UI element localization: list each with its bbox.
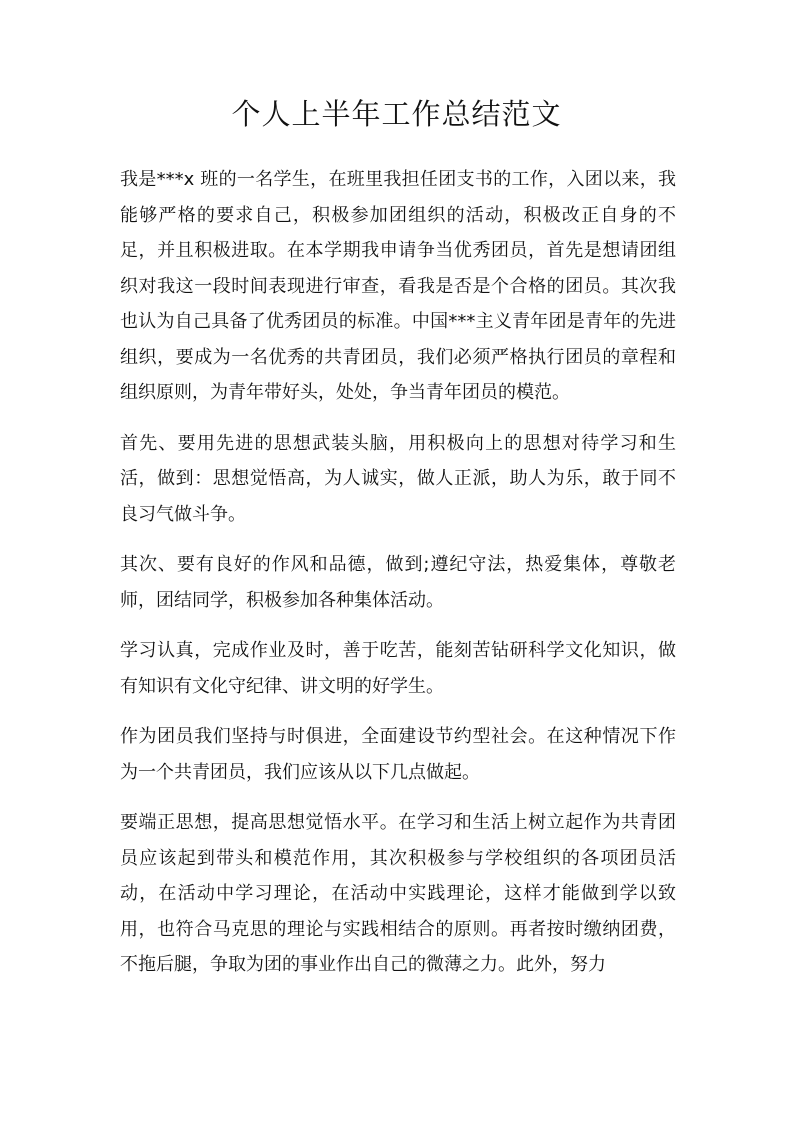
document-body <box>120 162 676 998</box>
paragraph-second-point: 其次、要有良好的作风和品德，做到;遵纪守法，热爱集体，尊敬老师，团结同学，积极参加各种集体活动。 <box>120 554 676 611</box>
paragraph-correct-thinking: 要端正思想，提高思想觉悟水平。在学习和生活上树立起作为共青团员应该起到带头和模范作用，其次积极参与学校组织的各项团员活动，在活动中学习理论，在活动中实践理论，这样才能做到学以致用，也符合马克思的理论与实践相结合的原则。再者按时缴纳团费，不拖后腿，争取为团的事业作出自己的微薄之力。此外，努力 <box>120 812 676 975</box>
paragraph-intro: 我是***x 班的一名学生，在班里我担任团支书的工作，入团以来，我能够严格的要求自己，积极参加团组织的活动，积极改正自身的不足，并且积极进取。在本学期我申请争当优秀团员，首先是想请团组织对我这一段时间表现进行审查，看我是否是个合格的团员。其次我也认为自己具备了优秀团员的标准。中国***主义青年团是青年的先进组织，要成为一名优秀的共青团员，我们必须严格执行团员的章程和组织原则，为青年带好头，处处，争当青年团员的模范。 <box>120 169 676 403</box>
paragraph-keep-pace: 作为团员我们坚持与时俱进，全面建设节约型社会。在这种情况下作为一个共青团员，我们应该从以下几点做起。 <box>120 726 676 783</box>
document-title: 个人上半年工作总结范文 <box>231 97 562 131</box>
paragraph-study: 学习认真，完成作业及时，善于吃苦，能刻苦钻研科学文化知识，做有知识有文化守纪律、讲文明的好学生。 <box>120 640 676 697</box>
paragraph-first-point: 首先、要用先进的思想武装头脑，用积极向上的思想对待学习和生活，做到：思想觉悟高，为人诚实，做人正派，助人为乐，敢于同不良习气做斗争。 <box>120 432 676 525</box>
